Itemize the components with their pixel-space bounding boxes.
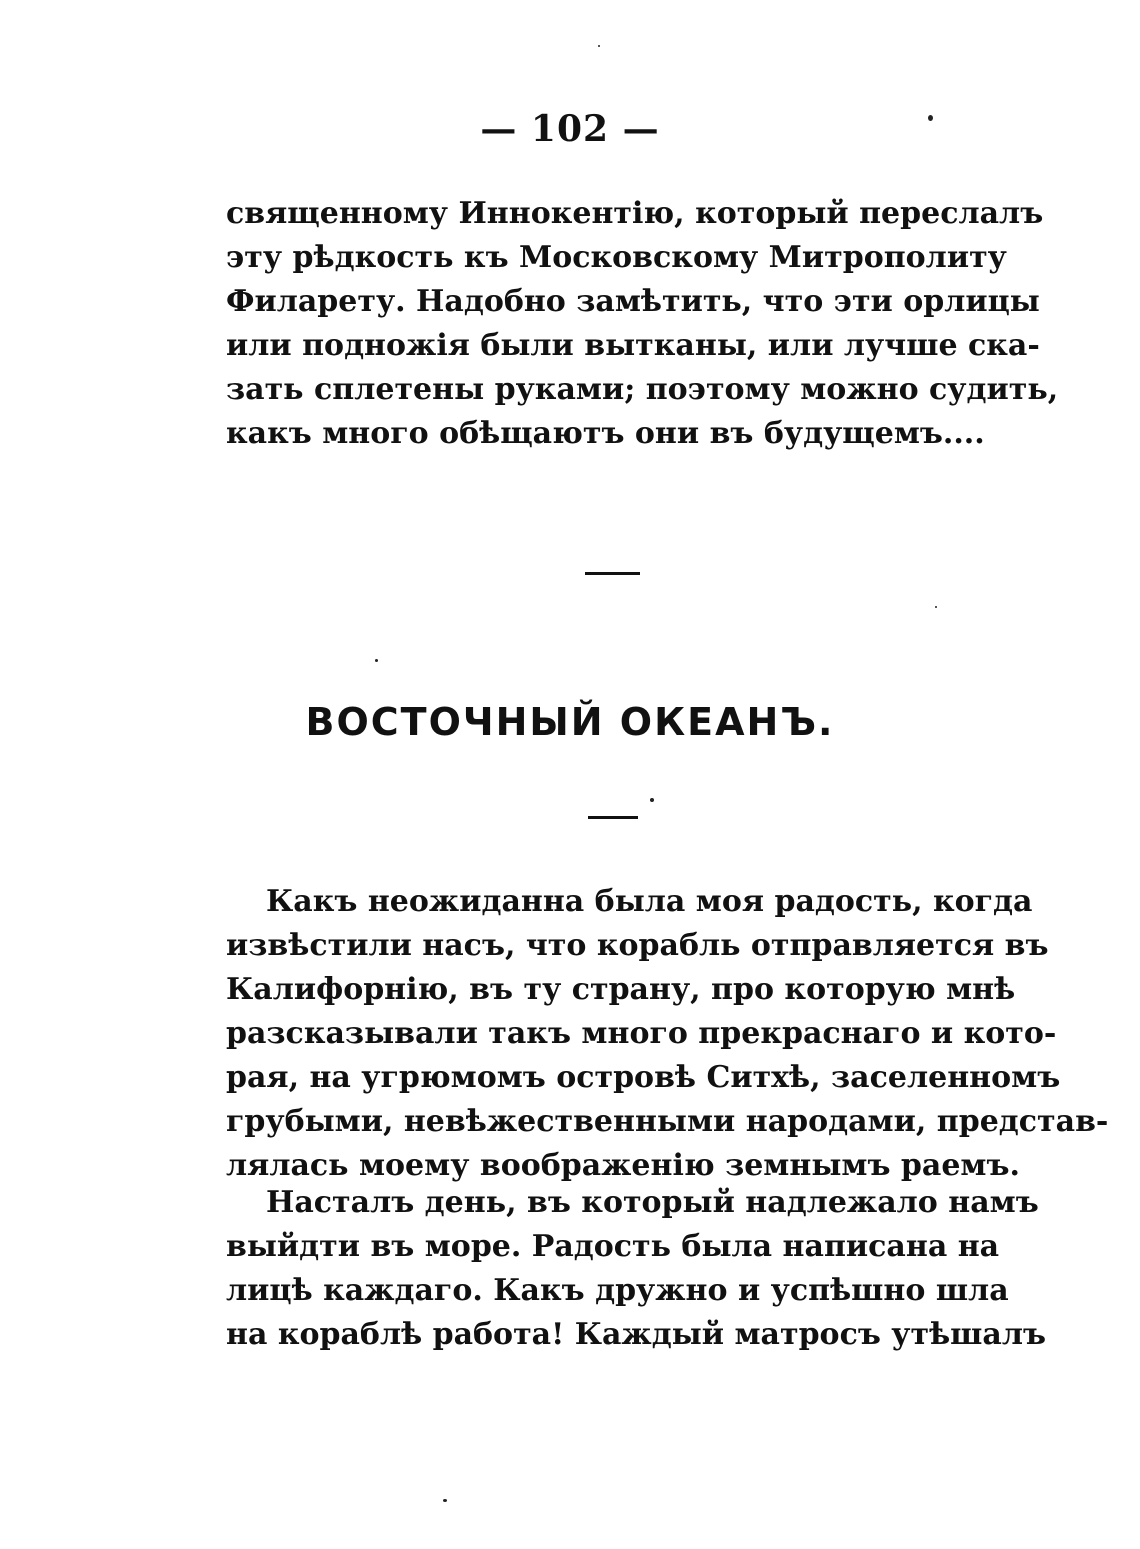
text-line: на кораблѣ работа! Каждый матросъ утѣшалъ xyxy=(226,1317,1047,1352)
text-line: извѣстили насъ, что корабль отправляется въ xyxy=(226,928,1049,963)
title-divider xyxy=(588,816,638,819)
text-line: лялась моему воображенію земнымъ раемъ. xyxy=(226,1148,1020,1183)
section-divider xyxy=(585,572,640,575)
text-line: лицѣ каждаго. Какъ дружно и успѣшно шла xyxy=(226,1273,1009,1308)
text-line: Калифорнію, въ ту страну, про которую мнѣ xyxy=(226,972,1016,1007)
scan-speck xyxy=(650,798,654,802)
scan-speck xyxy=(935,606,937,608)
text-line: или подножія были вытканы, или лучше ска- xyxy=(226,328,1040,363)
text-line: выйдти въ море. Радость была написана на xyxy=(226,1229,1000,1264)
text-line: Филарету. Надобно замѣтить, что эти орлицы xyxy=(226,284,1040,319)
scan-speck xyxy=(443,1499,447,1502)
text-line: рая, на угрюмомъ островѣ Ситхѣ, заселенномъ xyxy=(226,1060,1061,1095)
scan-speck xyxy=(375,659,378,662)
continued-paragraph xyxy=(226,192,1059,456)
text-line: какъ много обѣщаютъ они въ будущемъ.... xyxy=(226,416,985,451)
text-line: грубыми, невѣжественными народами, представ- xyxy=(226,1104,1109,1139)
scan-speck xyxy=(598,45,600,47)
text-line: разсказывали такъ много прекраснаго и кото- xyxy=(226,1016,1057,1051)
scan-speck xyxy=(928,115,933,121)
text-line: Насталъ день, въ который надлежало намъ xyxy=(266,1185,1039,1220)
paragraph xyxy=(226,880,1109,1188)
text-line: эту рѣдкость къ Московскому Митрополиту xyxy=(226,240,1007,275)
text-line: священному Иннокентію, который переслалъ xyxy=(226,196,1044,231)
text-line: зать сплетены руками; поэтому можно судить, xyxy=(226,372,1059,407)
paragraph xyxy=(226,1181,1047,1357)
page-number: — 102 — xyxy=(480,108,660,150)
section-title: ВОСТОЧНЫЙ ОКЕАНЪ. xyxy=(305,700,835,744)
text-line: Какъ неожиданна была моя радость, когда xyxy=(266,884,1033,919)
